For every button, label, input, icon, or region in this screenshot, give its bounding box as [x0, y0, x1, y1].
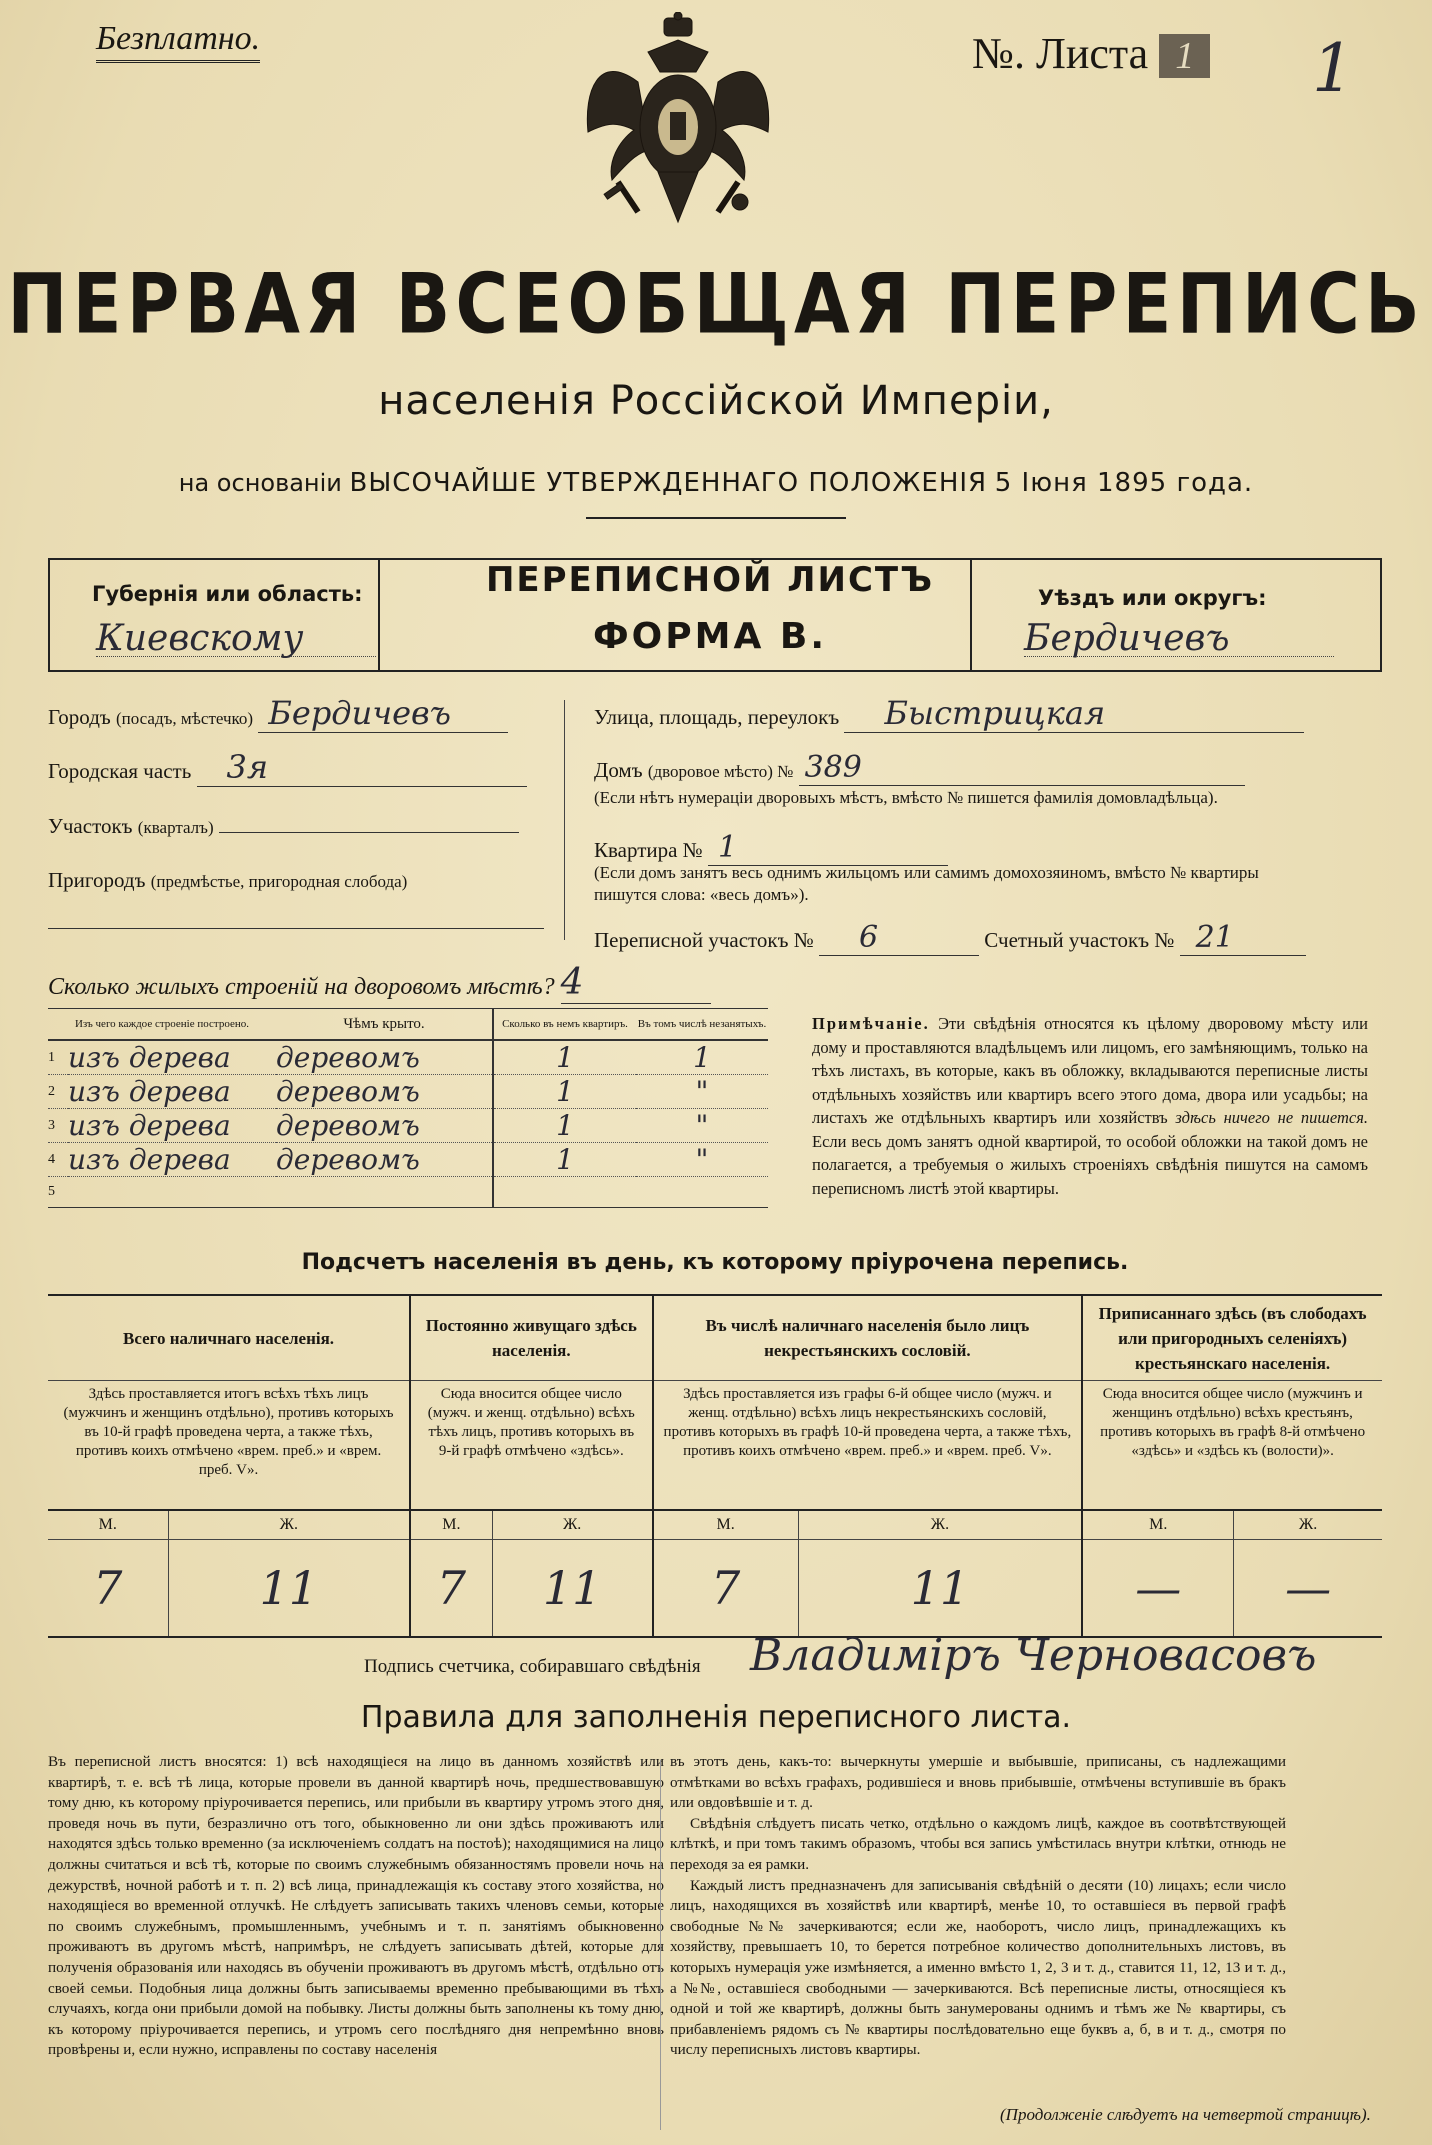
street-value: Быстрицкая — [844, 694, 1304, 733]
margin-number: 1 — [1312, 30, 1354, 107]
count-value: 7 — [93, 1561, 123, 1615]
census-subtitle: населенія Россійской Имперіи, — [378, 378, 1054, 424]
apartment-row: Квартира № 1 — [594, 830, 1374, 866]
sheet-number-value: 1 — [1159, 34, 1210, 78]
column-divider — [660, 1760, 661, 2130]
house-value: 389 — [799, 750, 1245, 786]
col-vacant: Въ томъ числѣ незанятыхъ. — [636, 1009, 768, 1041]
form-title: ПЕРЕПИСНОЙ ЛИСТЪ — [485, 560, 935, 600]
buildings-answer: 4 — [561, 962, 711, 1004]
count-col-desc-4: Сюда вносится общее число (мужчинъ и женщинъ отдѣльно) всѣхъ крестьянъ, противъ которыхъ въ графѣ 8-й отмѣчено «здѣсь» и «здѣсь къ (волости)». — [1082, 1381, 1382, 1511]
signature-value: Владиміръ Черновасовъ — [750, 1630, 1317, 1681]
uezd-value: Бердичевъ — [1024, 618, 1334, 657]
count-value: 11 — [492, 1540, 652, 1638]
table-row: 1 изъ дерева деревомъ 1 1 — [48, 1040, 768, 1075]
apartment-value: 1 — [708, 830, 948, 866]
population-count-table: Всего наличнаго населенія. Постоянно живущаго здѣсь населенія. Въ числѣ наличнаго населенія было лицъ некрестьянскихъ сословій. Приписаннаго здѣсь (въ слободахъ или пригородныхъ селеніяхъ) крестьянскаго населенія. Здѣсь проставляется итогъ всѣхъ тѣхъ лицъ (мужчинъ и женщинъ отдѣльно), противъ которыхъ въ 10-й графѣ проведена черта, а также тѣхъ, противъ коихъ отмѣчено «врем. преб.» и «врем. преб. V». Сюда вносится общее число (мужч. и женщ. отдѣльно) всѣхъ тѣхъ лицъ, противъ которыхъ въ 9-й графѣ отмѣчено «здѣсь». Здѣсь проставляется изъ графы 6-й общее число (мужч. и женщ. отдѣльно) всѣхъ лицъ некрестьянскихъ сословій, противъ которыхъ въ графѣ 10-й проведена черта, а также тѣхъ, противъ коихъ отмѣчено «врем. преб.» и «врем. преб. V». Сюда вносится общее число (мужчинъ и женщинъ отдѣльно) всѣхъ крестьянъ, противъ которыхъ въ графѣ 8-й отмѣчено «здѣсь» и «здѣсь къ (волости)». М. Ж. М. Ж. М. Ж. М. Ж. 7 11 7 11 7 11 — — — [48, 1294, 1382, 1638]
imperial-eagle-emblem — [578, 12, 778, 252]
rules-right-column: въ этотъ день, какъ-то: вычеркнуты умершіе и выбывшіе, приписаны, съ надлежащими отмѣтками во всѣхъ графахъ, родившіеся и вновь прибывшіе, отмѣчены вступившіе въ бракъ или овдовѣвшіе и т. д. Свѣдѣнія слѣдуетъ писать четко, отдѣльно о каждомъ лицѣ, каждое въ соотвѣтствующей клѣткѣ, и при томъ такимъ образомъ, чтобы вся запись умѣстилась внутри клѣтки, отнюдь не переходя за ея рамки. Каждый листъ предназначенъ для записыванія свѣдѣній о десяти (10) лицахъ; если число лицъ, находящихся въ хозяйствѣ или квартирѣ, менѣе 10, то оставшіеся въ первой графѣ свободные №№ зачеркиваются; если же, наоборотъ, число лицъ, принадлежащихъ къ хозяйству, превышаетъ 10, то берется потребное количество дополнительныхъ листовъ, въ которыхъ нумерація уже измѣняется, а именно вмѣсто 1, 2, 3 и т. д., ставится 11, 12, 13 и т. д., а №№, оставшіеся свободными — зачеркиваются. Всѣ переписные листы, относящіеся къ одной и той же квартирѣ, должны быть занумерованы однимъ и тѣмъ же № квартиры, съ прибавленіемъ рядомъ съ № квартиры послѣдовательно еще буквъ а, б, в и т. д., смотря по числу переписныхъ листовъ квартиры. — [670, 1753, 1286, 2059]
house-row: Домъ (дворовое мѣсто) № 389 — [594, 750, 1374, 786]
city-part-value: 3я — [197, 748, 527, 787]
address-divider — [564, 700, 565, 940]
count-value: 11 — [168, 1540, 410, 1638]
buildings-table — [48, 1008, 768, 1208]
sheet-number-label: №. Листа — [972, 29, 1149, 78]
count-col-desc-1: Здѣсь проставляется итогъ всѣхъ тѣхъ лицъ (мужчинъ и женщинъ отдѣльно), противъ которыхъ въ 10-й графѣ проведена черта, а также тѣхъ, противъ коихъ отмѣчено «врем. преб.» и «врем. преб. V». — [48, 1381, 410, 1511]
col-apartments: Сколько въ немъ квартиръ. — [493, 1009, 636, 1041]
count-col-desc-3: Здѣсь проставляется изъ графы 6-й общее число (мужч. и женщ. отдѣльно) всѣхъ лицъ некрестьянскихъ сословій, противъ которыхъ въ графѣ 10-й проведена черта, а также тѣхъ, противъ коихъ отмѣчено «врем. преб.» и «врем. преб. V». — [653, 1381, 1083, 1511]
census-district-value: 6 — [819, 920, 979, 956]
count-value: 11 — [798, 1540, 1082, 1638]
uezd-label: Уѣздъ или округъ: — [1038, 586, 1267, 610]
signature-label: Подпись счетчика, собиравшаго свѣдѣнія — [364, 1656, 701, 1677]
census-title: ПЕРВАЯ ВСЕОБЩАЯ ПЕРЕПИСЬ — [7, 255, 1425, 353]
census-basis: на основаніи ВЫСОЧАЙШЕ УТВЕРЖДЕННАГО ПОЛОЖЕНІЯ 5 Іюня 1895 года. — [178, 468, 1254, 498]
apartment-note: (Если домъ занятъ весь однимъ жильцомъ или самимъ домохозяиномъ, вмѣсто № квартиры пишутся слова: «весь домъ»). — [594, 863, 1259, 904]
guberniya-label: Губернія или область: — [92, 582, 363, 606]
count-col-head-3: Въ числѣ наличнаго населенія было лицъ некрестьянскихъ сословій. — [653, 1295, 1083, 1381]
note-text: Примѣчаніе. Эти свѣдѣнія относятся къ цѣлому дворовому мѣсту или дому и проставляются владѣльцемъ или лицомъ, его замѣняющимъ, только на тѣхъ листахъ, въ которые, какъ въ обложку, вкладываются переписные листы отдѣльныхъ хозяйствъ или квартиръ всего этого дома, двора или усадьбы; на листахъ же отдѣльныхъ квартиръ или хозяйствъ здѣсь ничего не пишется. Если весь домъ занятъ одной квартирой, то особой обложки на такой домъ не полагается, а требуемыя о жилыхъ строеніяхъ свѣдѣнія пишутся на самомъ переписномъ листѣ этой квартиры. — [812, 1014, 1368, 1198]
table-row: 2 изъ дерева деревомъ 1 " — [48, 1075, 768, 1109]
table-row: 4 изъ дерева деревомъ 1 " — [48, 1143, 768, 1177]
suburb-row: Пригородъ (предмѣстье, пригородная слобода) — [48, 868, 408, 892]
city-part-row: Городская часть 3я — [48, 748, 548, 787]
form-name: ФОРМА В. — [592, 616, 828, 657]
house-note: (Если нѣтъ нумераціи дворовыхъ мѣстъ, вмѣсто № пишется фамилія домовладѣльца). — [594, 788, 1218, 807]
table-row: 5 — [48, 1177, 768, 1208]
free-label: Безплатно. — [96, 20, 260, 63]
districts-row: Переписной участокъ № 6 Счетный участокъ № 21 — [594, 920, 1374, 956]
city-row: Городъ (посадъ, мѣстечко) Бердичевъ — [48, 694, 548, 733]
guberniya-value: Киевскому — [96, 618, 376, 657]
count-value: — — [1082, 1540, 1233, 1638]
divider — [586, 517, 846, 519]
count-value: — — [1234, 1540, 1382, 1638]
counting-district-value: 21 — [1180, 920, 1306, 956]
sheet-number — [972, 28, 1210, 79]
count-col-desc-2: Сюда вносится общее число (мужч. и женщ. отдѣльно) всѣхъ тѣхъ лицъ, противъ которыхъ въ 9-й графѣ отмѣчено «здѣсь». — [410, 1381, 652, 1511]
street-row: Улица, площадь, переулокъ Быстрицкая — [594, 694, 1374, 733]
col-roof: Чѣмъ крыто. — [276, 1009, 493, 1041]
continued-note: (Продолженіе слѣдуетъ на четвертой страницѣ). — [1000, 2105, 1371, 2124]
table-row: 3 изъ дерева деревомъ 1 " — [48, 1109, 768, 1143]
rules-left-column: Въ переписной листъ вносятся: 1) всѣ находящіеся на лицо въ данномъ хозяйствѣ или квартирѣ, т. е. всѣ тѣ лица, которые провели въ данной квартирѣ ночь, предшествовавшую тому дню, къ которому пріурочивается перепись, или прибыли въ квартиру утромъ этого дня, проведя ночь въ пути, безразлично отъ того, обыкновенно ли они здѣсь проживаютъ или находятся здѣсь только временно (за исключеніемъ солдатъ на постоѣ); находящимися на лицо должны считаться и всѣ тѣ, которые по своимъ служебнымъ обязанностямъ провели ночь на дежурствѣ, ночной работѣ и т. п. 2) всѣ лица, принадлежащія къ составу этого хозяйства, но находящіеся во временной отлучкѣ. Не слѣдуетъ записывать такихъ членовъ семьи, которые по своимъ служебнымъ, промышленнымъ, учебнымъ и т. п. занятіямъ обыкновенно проживаютъ въ другомъ мѣстѣ, напримѣръ, не слѣдуетъ записывать дѣтей, которые для полученія образованія или находясь въ обученіи проживаютъ въ другомъ мѣстѣ, отдѣльно отъ своей семьи. Подобныя лица должны быть записываемы временно пребывающими въ тѣхъ случаяхъ, когда они прибыли домой на побывку. Листы должны быть заполнены къ тому дню, къ которому пріурочивается перепись, и утромъ сего послѣдняго дня непремѣнно вновь провѣрены и, если нужно, исправлены по составу населенія — [48, 1753, 664, 2059]
col-material: Изъ чего каждое строеніе построено. — [48, 1009, 276, 1041]
count-value: 7 — [410, 1540, 492, 1638]
buildings-question-row: Сколько жилыхъ строеній на дворовомъ мѣстѣ? 4 — [48, 962, 711, 1004]
count-col-head-2: Постоянно живущаго здѣсь населенія. — [410, 1295, 652, 1381]
count-title: Подсчетъ населенія въ день, къ которому пріурочена перепись. — [301, 1250, 1129, 1275]
rules-title: Правила для заполненія переписного листа. — [360, 1700, 1072, 1735]
count-col-head-1: Всего наличнаго населенія. — [48, 1295, 410, 1381]
district-row: Участокъ (кварталъ) — [48, 814, 548, 839]
count-col-head-4: Приписаннаго здѣсь (въ слободахъ или пригородныхъ селеніяхъ) крестьянскаго населенія. — [1082, 1295, 1382, 1381]
count-value: 7 — [653, 1540, 799, 1638]
city-value: Бердичевъ — [258, 694, 508, 733]
